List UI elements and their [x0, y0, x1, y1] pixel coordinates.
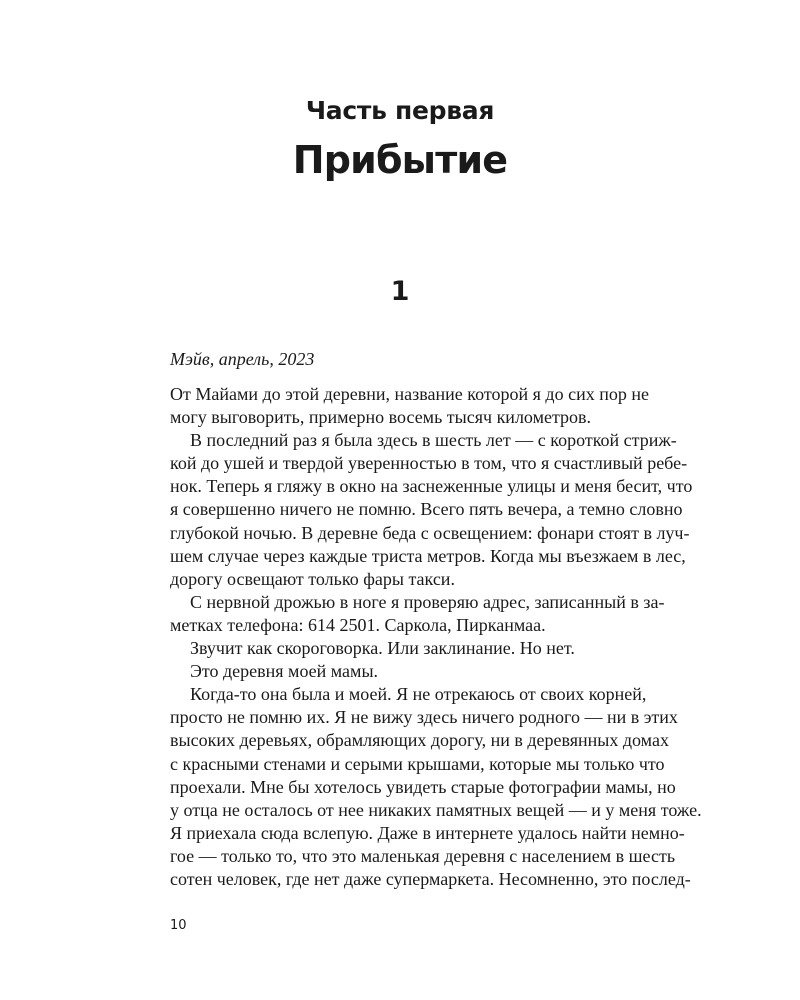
- chapter-number: 1: [390, 276, 410, 307]
- text-line: нок. Теперь я гляжу в окно на заснеженные улицы и меня бесит, что: [170, 476, 693, 497]
- text-line: глубокой ночью. В деревне беда с освещением: фонари стоят в луч-: [170, 522, 690, 543]
- text-line: Звучит как скороговорка. Или заклинание. Но нет.: [190, 638, 575, 659]
- chapter-epigraph: Мэйв, апрель, 2023: [170, 349, 315, 369]
- text-line: я совершенно ничего не помню. Всего пять вечера, а темно словно: [170, 499, 683, 520]
- text-line: высоких деревьях, обрамляющих дорогу, ни в деревянных домах: [170, 730, 669, 751]
- text-line: просто не помню их. Я не вижу здесь ничего родного — ни в этих: [170, 707, 678, 728]
- text-line: шем случае через каждые триста метров. Когда мы въезжаем в лес,: [170, 545, 686, 566]
- text-line: С нервной дрожью в ноге я проверяю адрес, записанный в за-: [190, 591, 665, 612]
- text-line: От Майами до этой деревни, название которой я до сих пор не: [170, 384, 649, 404]
- text-line: с красными стенами и серыми крышами, которые мы только что: [170, 753, 665, 774]
- text-line: дорогу освещают только фары такси.: [170, 568, 455, 589]
- text-line: у отца не осталось от нее никаких памятных вещей — и у меня тоже.: [170, 799, 702, 820]
- text-line: Когда-то она была и моей. Я не отрекаюсь от своих корней,: [190, 684, 647, 705]
- page-number: 10: [170, 918, 187, 933]
- body-text: [170, 383, 702, 891]
- text-line: В последний раз я была здесь в шесть лет — с короткой стриж-: [190, 430, 677, 451]
- text-line: кой до ушей и твердой уверенностью в том, что я счастливый ребе-: [170, 453, 688, 474]
- text-line: могу выговорить, примерно восемь тысяч километров.: [170, 407, 592, 428]
- part-label: Часть первая: [305, 96, 495, 125]
- text-line: Я приехала сюда вслепую. Даже в интернете удалось найти немно-: [170, 822, 685, 843]
- part-title: Прибытие: [292, 138, 508, 182]
- text-line: гое — только то, что это маленькая деревня с населением в шесть: [170, 845, 676, 866]
- text-line: проехали. Мне бы хотелось увидеть старые фотографии мамы, но: [170, 776, 676, 797]
- text-line: сотен человек, где нет даже супермаркета. Несомненно, это послед-: [170, 868, 691, 889]
- text-line: Это деревня моей мамы.: [190, 661, 379, 682]
- text-line: метках телефона: 614 2501. Саркола, Пирканмаа.: [170, 614, 546, 635]
